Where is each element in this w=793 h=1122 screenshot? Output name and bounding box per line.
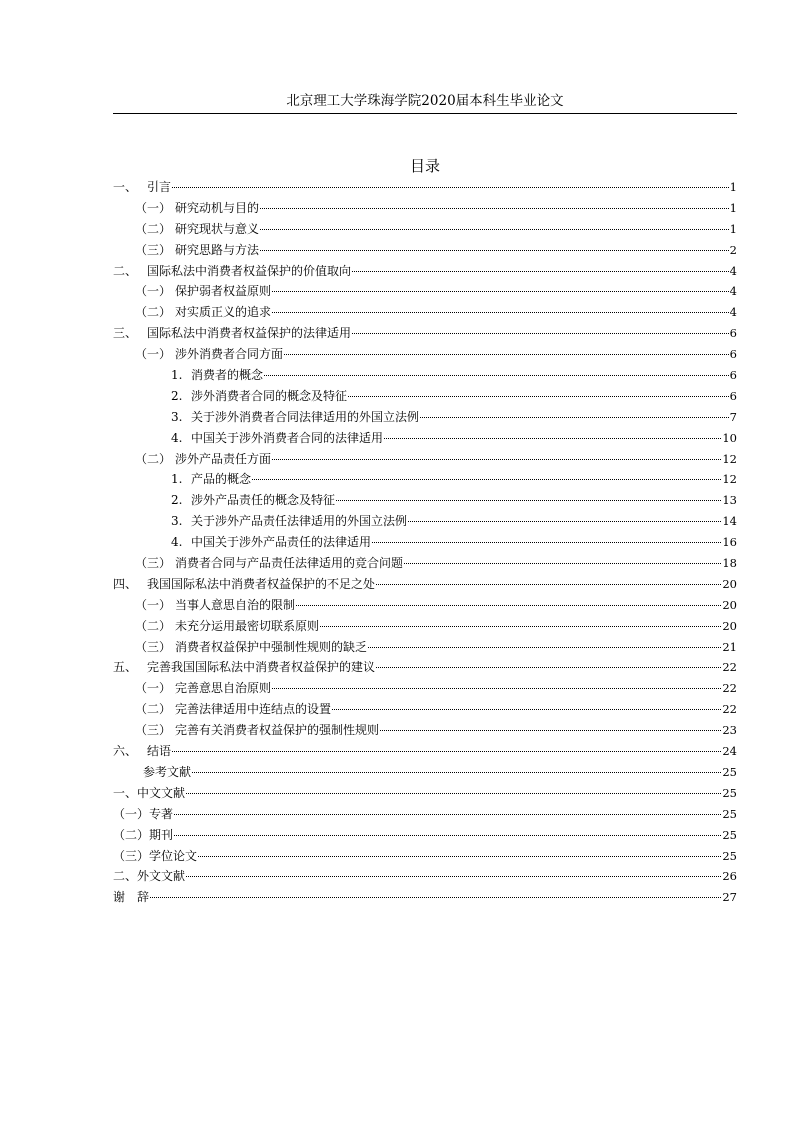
header-rule — [113, 113, 737, 114]
toc-entry-page: 24 — [722, 744, 737, 759]
toc-entry-label — [135, 449, 271, 470]
toc-entry-page: 12 — [722, 472, 737, 487]
table-of-contents — [113, 177, 737, 908]
toc-entry-text: 对实质正义的追求 — [175, 305, 272, 320]
toc-entry-label — [171, 532, 371, 553]
dot-leader — [272, 312, 729, 313]
dot-leader — [380, 730, 721, 731]
toc-entry-number: （一） — [135, 597, 172, 612]
toc-entry-text: 当事人意思自治的限制 — [175, 597, 296, 612]
dot-leader — [320, 626, 721, 627]
toc-entry-number: （二） — [135, 451, 172, 466]
toc-entry-text: 完善意思自治原则 — [175, 681, 272, 696]
toc-entry-label — [135, 553, 403, 574]
toc-entry-text: （三）学位论文 — [113, 848, 198, 863]
toc-entry-number: （一） — [135, 681, 172, 696]
toc-entry-text: 保护弱者权益原则 — [175, 284, 272, 299]
dot-leader — [198, 856, 721, 857]
dot-leader — [260, 208, 729, 209]
toc-entry-text: 完善法律适用中连结点的设置 — [175, 702, 332, 717]
toc-entry-label — [135, 637, 367, 658]
toc-entry-label — [135, 344, 283, 365]
toc-entry-number: （三） — [135, 639, 172, 654]
toc-entry-number: （二） — [135, 618, 172, 633]
toc-entry-number: （三） — [135, 556, 172, 571]
toc-entry-page: 20 — [722, 618, 737, 633]
dot-leader — [272, 291, 729, 292]
toc-title: 目录 — [409, 157, 440, 175]
dot-leader — [352, 271, 729, 272]
toc-entry-page: 4 — [729, 284, 737, 299]
toc-entry-text: 一、中文文献 — [113, 785, 186, 800]
toc-entry[interactable] — [113, 741, 737, 762]
toc-entry-number: 四、 — [113, 576, 138, 591]
dot-leader — [264, 375, 729, 376]
toc-entry-text: 中国关于涉外产品责任的法律适用 — [191, 535, 372, 550]
toc-entry-page: 1 — [729, 180, 737, 194]
toc-entry-text: 涉外产品责任方面 — [175, 451, 272, 466]
toc-entry[interactable] — [113, 887, 737, 908]
toc-entry-page: 4 — [729, 263, 737, 278]
toc-entry-number: （一） — [135, 347, 172, 362]
toc-entry-number: 二、 — [113, 263, 138, 278]
dot-leader — [172, 187, 729, 188]
toc-entry-page: 6 — [729, 368, 737, 383]
toc-entry-text: 研究现状与意义 — [175, 221, 260, 236]
toc-entry-number: （二） — [135, 221, 172, 236]
toc-entry-number: 4. — [171, 430, 183, 445]
toc-entry-page: 2 — [729, 242, 737, 257]
dot-leader — [336, 500, 721, 501]
toc-entry[interactable] — [113, 678, 737, 699]
toc-entry-text: 二、外文文献 — [113, 869, 186, 884]
toc-entry-text: 国际私法中消费者权益保护的法律适用 — [147, 326, 352, 341]
toc-entry-label — [113, 846, 197, 867]
toc-entry-text: 产品的概念 — [191, 472, 252, 487]
toc-entry-page: 14 — [722, 514, 737, 529]
toc-entry-label — [113, 783, 185, 804]
toc-entry[interactable] — [113, 281, 737, 302]
toc-entry-number: 三、 — [113, 326, 138, 341]
toc-entry-page: 1 — [729, 221, 737, 236]
dot-leader — [186, 793, 721, 794]
toc-entry-label — [135, 595, 295, 616]
toc-entry[interactable] — [113, 825, 737, 846]
toc-entry-page: 18 — [722, 556, 737, 571]
toc-entry[interactable] — [113, 595, 737, 616]
toc-entry[interactable] — [113, 490, 737, 511]
toc-entry-page: 21 — [722, 639, 737, 654]
toc-entry-page: 6 — [729, 388, 737, 403]
dot-leader — [192, 772, 721, 773]
toc-entry-label — [135, 219, 259, 240]
toc-entry-number: 五、 — [113, 660, 138, 675]
toc-entry-label — [113, 261, 351, 282]
toc-entry-number: （三） — [135, 723, 172, 738]
toc-entry-page: 16 — [722, 535, 737, 550]
toc-entry[interactable] — [113, 323, 737, 344]
toc-entry-page: 25 — [722, 785, 737, 800]
toc-entry-label — [135, 302, 271, 323]
dot-leader — [284, 354, 729, 355]
toc-entry[interactable] — [113, 469, 737, 490]
toc-entry-number: （二） — [135, 305, 172, 320]
toc-entry-page: 22 — [722, 660, 737, 675]
toc-entry-text: 关于涉外产品责任法律适用的外国立法例 — [191, 514, 408, 529]
toc-entry-number: 4. — [171, 535, 183, 550]
toc-entry-label — [113, 825, 173, 846]
toc-entry-label — [135, 281, 271, 302]
toc-entry-label — [171, 469, 251, 490]
toc-entry-text: 涉外消费者合同的概念及特征 — [191, 388, 348, 403]
toc-entry-page: 25 — [722, 806, 737, 821]
dot-leader — [404, 563, 721, 564]
toc-entry-text: 消费者权益保护中强制性规则的缺乏 — [175, 639, 368, 654]
dot-leader — [352, 333, 729, 334]
toc-entry-label — [171, 365, 263, 386]
toc-entry-page: 7 — [729, 409, 737, 424]
dot-leader — [332, 709, 721, 710]
dot-leader — [384, 438, 721, 439]
dot-leader — [174, 835, 721, 836]
toc-entry-label — [135, 699, 331, 720]
toc-entry-label — [113, 887, 149, 908]
toc-entry-page: 10 — [722, 430, 737, 445]
toc-entry-number: （一） — [135, 200, 172, 215]
toc-entry[interactable] — [113, 720, 737, 741]
toc-entry-label — [171, 511, 407, 532]
toc-entry-page: 20 — [722, 597, 737, 612]
toc-entry-label — [113, 804, 173, 825]
dot-leader — [260, 250, 729, 251]
toc-entry-page: 20 — [722, 576, 737, 591]
toc-entry-text: 消费者的概念 — [191, 368, 264, 383]
toc-entry-page: 12 — [722, 451, 737, 466]
toc-entry-label — [113, 323, 351, 344]
toc-entry-label — [135, 240, 259, 261]
toc-entry[interactable] — [113, 511, 737, 532]
toc-entry-text: 消费者合同与产品责任法律适用的竞合问题 — [175, 556, 404, 571]
dot-leader — [174, 814, 721, 815]
toc-entry-text: 谢 辞 — [113, 890, 150, 905]
toc-entry-text: （二）期刊 — [113, 827, 174, 842]
toc-entry-number: 1. — [171, 368, 183, 383]
toc-entry-page: 22 — [722, 702, 737, 717]
toc-entry[interactable] — [113, 344, 737, 365]
toc-entry-number: （三） — [135, 242, 172, 257]
toc-entry-text: 涉外产品责任的概念及特征 — [191, 493, 336, 508]
toc-entry-label — [135, 720, 379, 741]
toc-entry-label — [135, 616, 319, 637]
toc-entry[interactable] — [113, 699, 737, 720]
toc-entry[interactable] — [113, 219, 737, 240]
toc-entry[interactable] — [113, 553, 737, 574]
toc-entry-text: 完善我国国际私法中消费者权益保护的建议 — [147, 660, 376, 675]
toc-entry[interactable] — [113, 616, 737, 637]
toc-entry[interactable] — [113, 574, 737, 595]
dot-leader — [150, 897, 721, 898]
toc-entry-label — [171, 428, 383, 449]
dot-leader — [272, 688, 721, 689]
dot-leader — [296, 605, 721, 606]
toc-entry-text: 涉外消费者合同方面 — [175, 347, 284, 362]
toc-entry-text: 完善有关消费者权益保护的强制性规则 — [175, 723, 380, 738]
dot-leader — [376, 584, 721, 585]
toc-entry[interactable] — [113, 866, 737, 887]
toc-entry-page: 1 — [729, 200, 737, 215]
toc-entry-text: 未充分运用最密切联系原则 — [175, 618, 320, 633]
toc-entry[interactable] — [113, 365, 737, 386]
toc-entry-text: 引言 — [147, 180, 172, 194]
toc-entry[interactable] — [113, 240, 737, 261]
toc-entry-label — [113, 574, 375, 595]
toc-entry-page: 23 — [722, 723, 737, 738]
toc-entry[interactable] — [113, 846, 737, 867]
toc-entry-text: 研究动机与目的 — [175, 200, 260, 215]
toc-entry[interactable] — [113, 657, 737, 678]
toc-entry[interactable] — [113, 302, 737, 323]
toc-entry[interactable] — [113, 449, 737, 470]
toc-entry-text: 国际私法中消费者权益保护的价值取向 — [147, 263, 352, 278]
toc-entry[interactable] — [113, 261, 737, 282]
toc-entry[interactable] — [113, 762, 737, 783]
dot-leader — [260, 229, 729, 230]
toc-entry-label — [143, 762, 191, 783]
toc-entry-text: 中国关于涉外消费者合同的法律适用 — [191, 430, 384, 445]
dot-leader — [252, 479, 721, 480]
toc-entry[interactable] — [113, 407, 737, 428]
toc-entry-number: 3. — [171, 514, 183, 529]
toc-entry-page: 4 — [729, 305, 737, 320]
running-header: 北京理工大学珠海学院2020届本科生毕业论文 — [286, 93, 564, 109]
toc-entry-text: 结语 — [147, 744, 172, 759]
toc-entry-number: 六、 — [113, 744, 138, 759]
toc-entry-page: 27 — [722, 890, 737, 905]
toc-entry-page: 6 — [729, 347, 737, 362]
toc-entry[interactable] — [113, 804, 737, 825]
dot-leader — [368, 647, 721, 648]
dot-leader — [172, 751, 721, 752]
toc-entry-label — [135, 198, 259, 219]
dot-leader — [348, 396, 729, 397]
dot-leader — [408, 521, 721, 522]
dot-leader — [420, 417, 729, 418]
toc-entry-page: 22 — [722, 681, 737, 696]
toc-entry-number: 2. — [171, 388, 183, 403]
toc-entry-label — [113, 657, 375, 678]
toc-entry-text: （一）专著 — [113, 806, 174, 821]
toc-entry-label — [113, 866, 185, 887]
dot-leader — [376, 667, 721, 668]
toc-entry-number: 2. — [171, 493, 183, 508]
toc-entry-page: 13 — [722, 493, 737, 508]
toc-entry-label — [113, 177, 171, 198]
toc-entry-page: 25 — [722, 848, 737, 863]
toc-entry-number: （一） — [135, 284, 172, 299]
toc-entry-text: 我国国际私法中消费者权益保护的不足之处 — [147, 576, 376, 591]
toc-entry-page: 6 — [729, 326, 737, 341]
toc-entry-label — [171, 386, 347, 407]
toc-entry-number: 1. — [171, 472, 183, 487]
toc-entry-text: 研究思路与方法 — [175, 242, 260, 257]
toc-entry-number: （二） — [135, 702, 172, 717]
toc-entry[interactable] — [113, 637, 737, 658]
toc-entry-number: 一、 — [113, 180, 138, 194]
toc-entry-label — [113, 741, 171, 762]
toc-entry-text: 参考文献 — [143, 764, 192, 779]
toc-entry[interactable] — [113, 428, 737, 449]
toc-entry-number: 3. — [171, 409, 183, 424]
toc-entry[interactable] — [113, 198, 737, 219]
toc-entry[interactable] — [113, 386, 737, 407]
dot-leader — [372, 542, 721, 543]
toc-entry[interactable] — [113, 783, 737, 804]
toc-entry-label — [171, 490, 335, 511]
toc-entry-text: 关于涉外消费者合同法律适用的外国立法例 — [191, 409, 420, 424]
dot-leader — [272, 459, 721, 460]
toc-entry-page: 25 — [722, 764, 737, 779]
toc-entry-label — [171, 407, 419, 428]
dot-leader — [186, 876, 721, 877]
toc-entry[interactable] — [113, 177, 737, 198]
toc-entry-page: 25 — [722, 827, 737, 842]
toc-entry[interactable] — [113, 532, 737, 553]
toc-entry-label — [135, 678, 271, 699]
toc-entry-page: 26 — [722, 869, 737, 884]
